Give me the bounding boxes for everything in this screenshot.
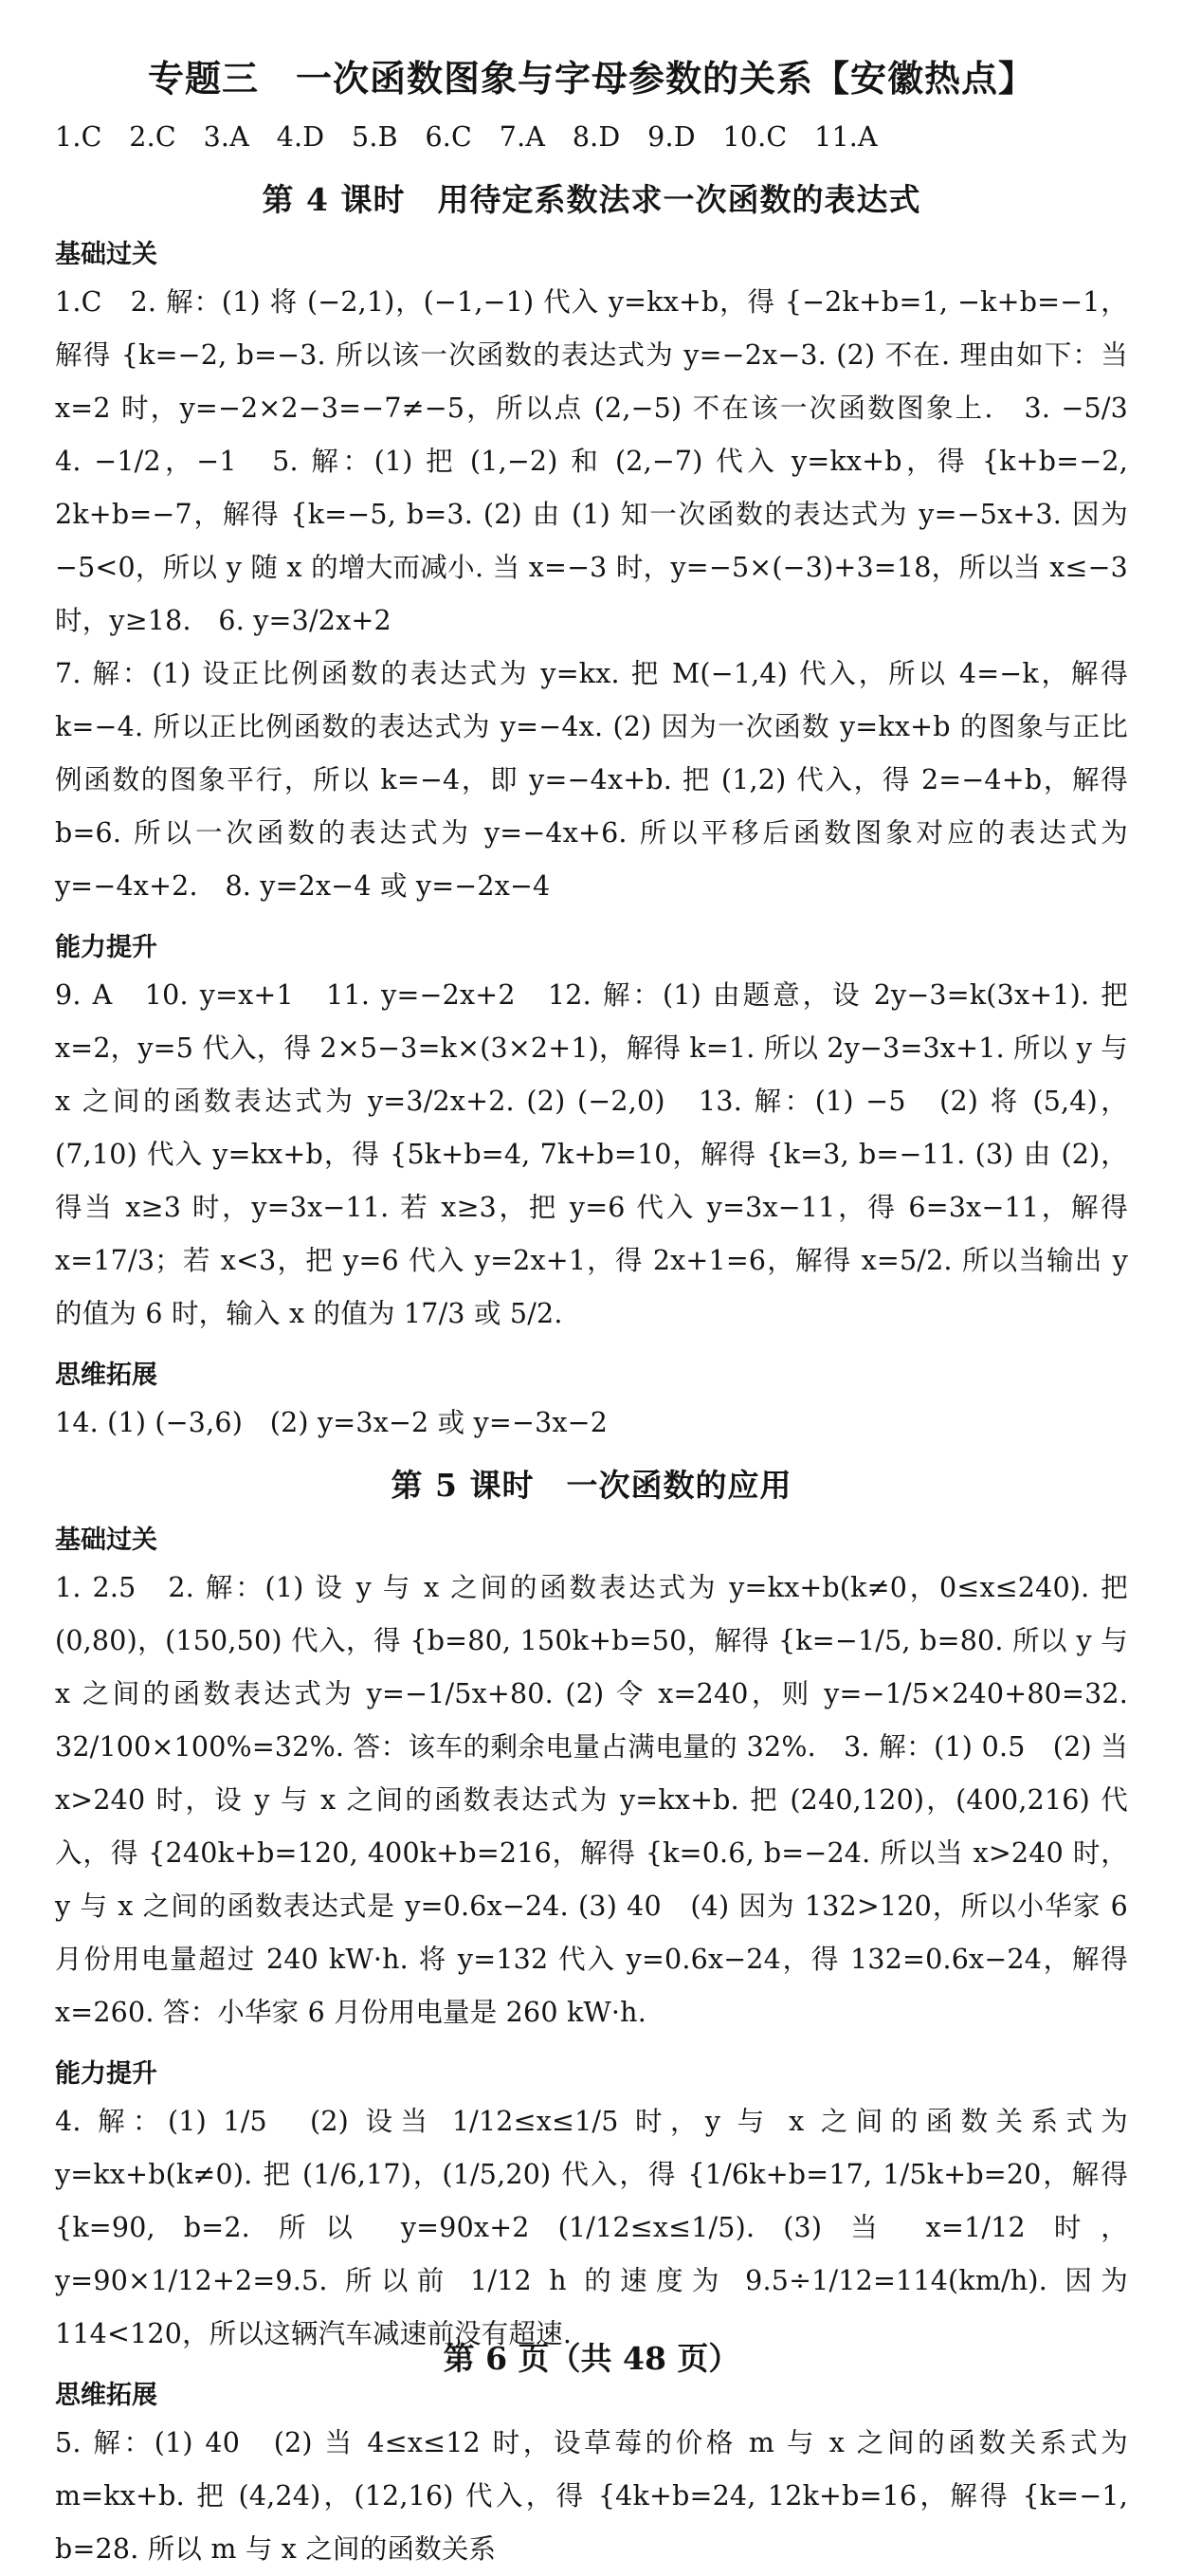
- lesson-4-title: 第 4 课时 用待定系数法求一次函数的表达式: [262, 181, 921, 218]
- lesson-5-thinking-answers: 5. 解：(1) 40 (2) 当 4≤x≤12 时，设草莓的价格 m 与 x 之间的函数关系式为 m=kx+b. 把 (4,24)，(12,16) 代入，得 {4k+b=24, 12k+b=16，解得 {k=−1, b=28. 所以 m 与 x 之间的函数关系: [55, 2427, 1128, 2565]
- lesson-5-ability-heading: 能力提升: [55, 2059, 157, 2089]
- lesson-5-ability-answers: 4. 解：(1) 1/5 (2) 设当 1/12≤x≤1/5 时，y 与 x 之间的函数关系式为 y=kx+b(k≠0). 把 (1/6,17)，(1/5,20) 代入，得 {1/6k+b=17, 1/5k+b=20，解得 {k=90, b=2. 所以 y=90x+2 (1/12≤x≤1/5). (3) 当 x=1/12 时，y=90×1/12+2=9.5. 所以前 1/12 h 的速度为 9.5÷1/12=114(km/h). 因为 114<120，所以这辆汽车减速前没有超速.: [55, 2106, 1128, 2349]
- lesson-4-thinking-heading: 思维拓展: [55, 1361, 157, 1390]
- lesson-5-basic-heading: 基础过关: [55, 1526, 157, 1555]
- lesson-5-thinking-heading: 思维拓展: [55, 2381, 157, 2410]
- page-footer: 第 6 页（共 48 页）: [443, 2340, 740, 2377]
- lesson-4-basic-answers-2: 7. 解：(1) 设正比例函数的表达式为 y=kx. 把 M(−1,4) 代入，所以 4=−k，解得 k=−4. 所以正比例函数的表达式为 y=−4x. (2) 因为一次函数 y=kx+b 的图象与正比例函数的图象平行，所以 k=−4，即 y=−4x+b. 把 (1,2) 代入，得 2=−4+b，解得 b=6. 所以一次函数的表达式为 y=−4x+6. 所以平移后函数图象对应的表达式为 y=−4x+2. 8. y=2x−4 或 y=−2x−4: [55, 658, 1128, 902]
- topic-title: 专题三 一次函数图象与字母参数的关系【安徽热点】: [147, 58, 1035, 100]
- lesson-5-basic-answers: 1. 2.5 2. 解：(1) 设 y 与 x 之间的函数表达式为 y=kx+b(k≠0，0≤x≤240). 把 (0,80)，(150,50) 代入，得 {b=80, 150k+b=50，解得 {k=−1/5, b=80. 所以 y 与 x 之间的函数表达式为 y=−1/5x+80. (2) 令 x=240，则 y=−1/5×240+80=32. 32/100×100%=32%. 答：该车的剩余电量占满电量的 32%. 3. 解：(1) 0.5 (2) 当 x>240 时，设 y 与 x 之间的函数表达式为 y=kx+b. 把 (240,120)，(400,216) 代入，得 {240k+b=120, 400k+b=216，解得 {k=0.6, b=−24. 所以当 x>240 时，y 与 x 之间的函数表达式是 y=0.6x−24. (3) 40 (4) 因为 132>120，所以小华家 6 月份用电量超过 240 kW·h. 将 y=132 代入 y=0.6x−24，得 132=0.6x−24，解得 x=260. 答：小华家 6 月份用电量是 260 kW·h.: [55, 1572, 1128, 2028]
- lesson-4-basic-heading: 基础过关: [55, 240, 157, 269]
- lesson-4-basic-answers: 1.C 2. 解：(1) 将 (−2,1)，(−1,−1) 代入 y=kx+b，得 {−2k+b=1, −k+b=−1，解得 {k=−2, b=−3. 所以该一次函数的表达式为 y=−2x−3. (2) 不在. 理由如下：当 x=2 时，y=−2×2−3=−7≠−5，所以点 (2,−5) 不在该一次函数图象上. 3. −5/3 4. −1/2，−1 5. 解：(1) 把 (1,−2) 和 (2,−7) 代入 y=kx+b，得 {k+b=−2, 2k+b=−7，解得 {k=−5, b=3. (2) 由 (1) 知一次函数的表达式为 y=−5x+3. 因为 −5<0，所以 y 随 x 的增大而减小. 当 x=−3 时，y=−5×(−3)+3=18，所以当 x≤−3 时，y≥18. 6. y=3/2x+2: [55, 286, 1156, 636]
- lesson-4-ability-heading: 能力提升: [55, 933, 157, 962]
- topic-answers: 1.C 2.C 3.A 4.D 5.B 6.C 7.A 8.D 9.D 10.C 11.A: [55, 121, 878, 153]
- lesson-4-thinking-answers: 14. (1) (−3,6) (2) y=3x−2 或 y=−3x−2: [55, 1407, 609, 1438]
- lesson-4-ability-answers: 9. A 10. y=x+1 11. y=−2x+2 12. 解：(1) 由题意，设 2y−3=k(3x+1). 把 x=2，y=5 代入，得 2×5−3=k×(3×2+1)，解得 k=1. 所以 2y−3=3x+1. 所以 y 与 x 之间的函数表达式为 y=3/2x+2. (2) (−2,0) 13. 解：(1) −5 (2) 将 (5,4)，(7,10) 代入 y=kx+b，得 {5k+b=4, 7k+b=10，解得 {k=3, b=−11. (3) 由 (2)，得当 x≥3 时，y=3x−11. 若 x≥3，把 y=6 代入 y=3x−11，得 6=3x−11，解得 x=17/3；若 x<3，把 y=6 代入 y=2x+1，得 2x+1=6，解得 x=5/2. 所以当输出 y 的值为 6 时，输入 x 的值为 17/3 或 5/2.: [55, 979, 1129, 1329]
- lesson-5-title: 第 5 课时 一次函数的应用: [391, 1467, 792, 1504]
